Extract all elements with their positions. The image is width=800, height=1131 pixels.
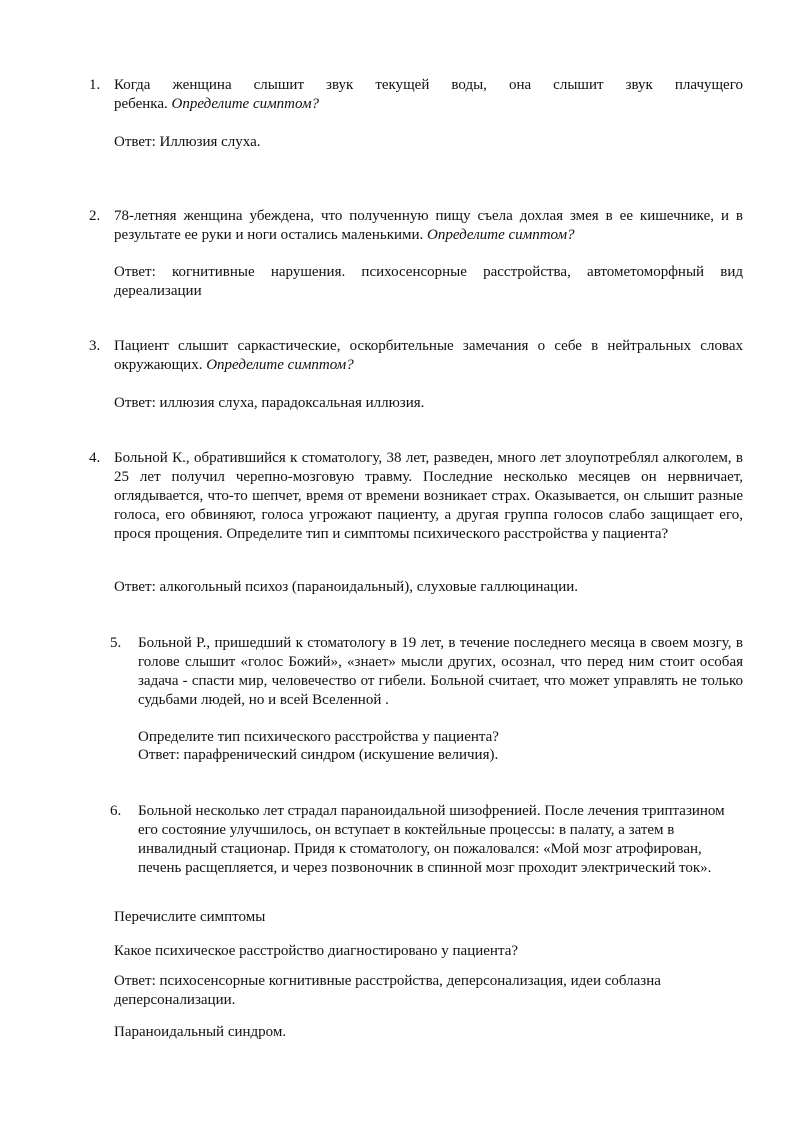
question-text-cont: ребенка. Определите симптом? — [114, 96, 320, 112]
question-text: Больной К., обратившийся к стоматологу, 38 лет, разведен, много лет злоупотреблял алкоголем, в 25 лет получил черепно-мозговую травму. Последние несколько месяцев он нервничает, оглядывается, что-то шепчет, время от времени возникает страх. Оказывается, он слышит разные голоса, его обвиняют, голоса угрожают пациенту, а другая группа голосов слабо защищает его, прося прощения. Определите тип и симптомы психического расстройства у пациента? — [114, 450, 743, 542]
answer-text: Ответ: алкогольный психоз (параноидальный), слуховые галлюцинации. — [114, 579, 579, 595]
question-prompt: Определите тип психического расстройства у пациента? — [138, 729, 499, 745]
question-prompt: Определите симптом? — [171, 96, 320, 112]
question-prompt: Определите симптом? — [206, 357, 354, 373]
question-prompt: Определите симптом? — [427, 227, 575, 243]
question-text: Когда женщина слышит звук текущей воды, она слышит звук плачущего — [114, 77, 743, 93]
answer-text: Ответ: психосенсорные когнитивные расстройства, деперсонализация, идеи соблазна деперсонализации. — [114, 973, 661, 1008]
question-text: Больной Р., пришедший к стоматологу в 19 лет, в течение последнего месяца в своем мозгу, в голове слышит «голос Божий», «знает» мысли других, осознал, что перед ним стоит особая задача - спасти мир, человечество от гибели. Больной считает, что может управлять не только судьбами людей, но и всей Вселенной . — [138, 635, 743, 708]
answer-text: Ответ: когнитивные нарушения. психосенсорные расстройства, автометоморфный вид дереализации — [114, 264, 743, 299]
item-number: 3. — [89, 338, 101, 354]
item-number: 1. — [89, 77, 101, 93]
item-number: 5. — [110, 635, 122, 651]
answer-text: Ответ: парафренический синдром (искушение величия). — [138, 747, 499, 763]
question-text: Больной несколько лет страдал параноидальной шизофренией. После лечения триптазином его состояние улучшилось, он вступает в коктейльные процессы: в палату, а затем в инвалидный стационар. Придя к стоматологу, он пожаловался: «Мой мозг атрофирован, печень расщепляется, и через позвоночник в спинной мозг проходит электрический ток». — [138, 803, 725, 876]
question-prompt: Перечислите симптомы — [114, 909, 266, 925]
item-number: 6. — [110, 803, 122, 819]
answer-text-2: Параноидальный синдром. — [114, 1024, 287, 1040]
item-number: 4. — [89, 450, 101, 466]
answer-text: Ответ: Иллюзия слуха. — [114, 134, 261, 150]
question-prompt-2: Какое психическое расстройство диагностировано у пациента? — [114, 943, 519, 959]
item-number: 2. — [89, 208, 101, 224]
answer-text: Ответ: иллюзия слуха, парадоксальная иллюзия. — [114, 395, 425, 411]
question-text: Пациент слышит саркастические, оскорбительные замечания о себе в нейтральных словах окружающих. Определите симптом? — [114, 338, 743, 373]
question-text: 78-летняя женщина убеждена, что полученную пищу съела дохлая змея в ее кишечнике, и в результате ее руки и ноги остались маленькими. Определите симптом? — [114, 208, 743, 243]
